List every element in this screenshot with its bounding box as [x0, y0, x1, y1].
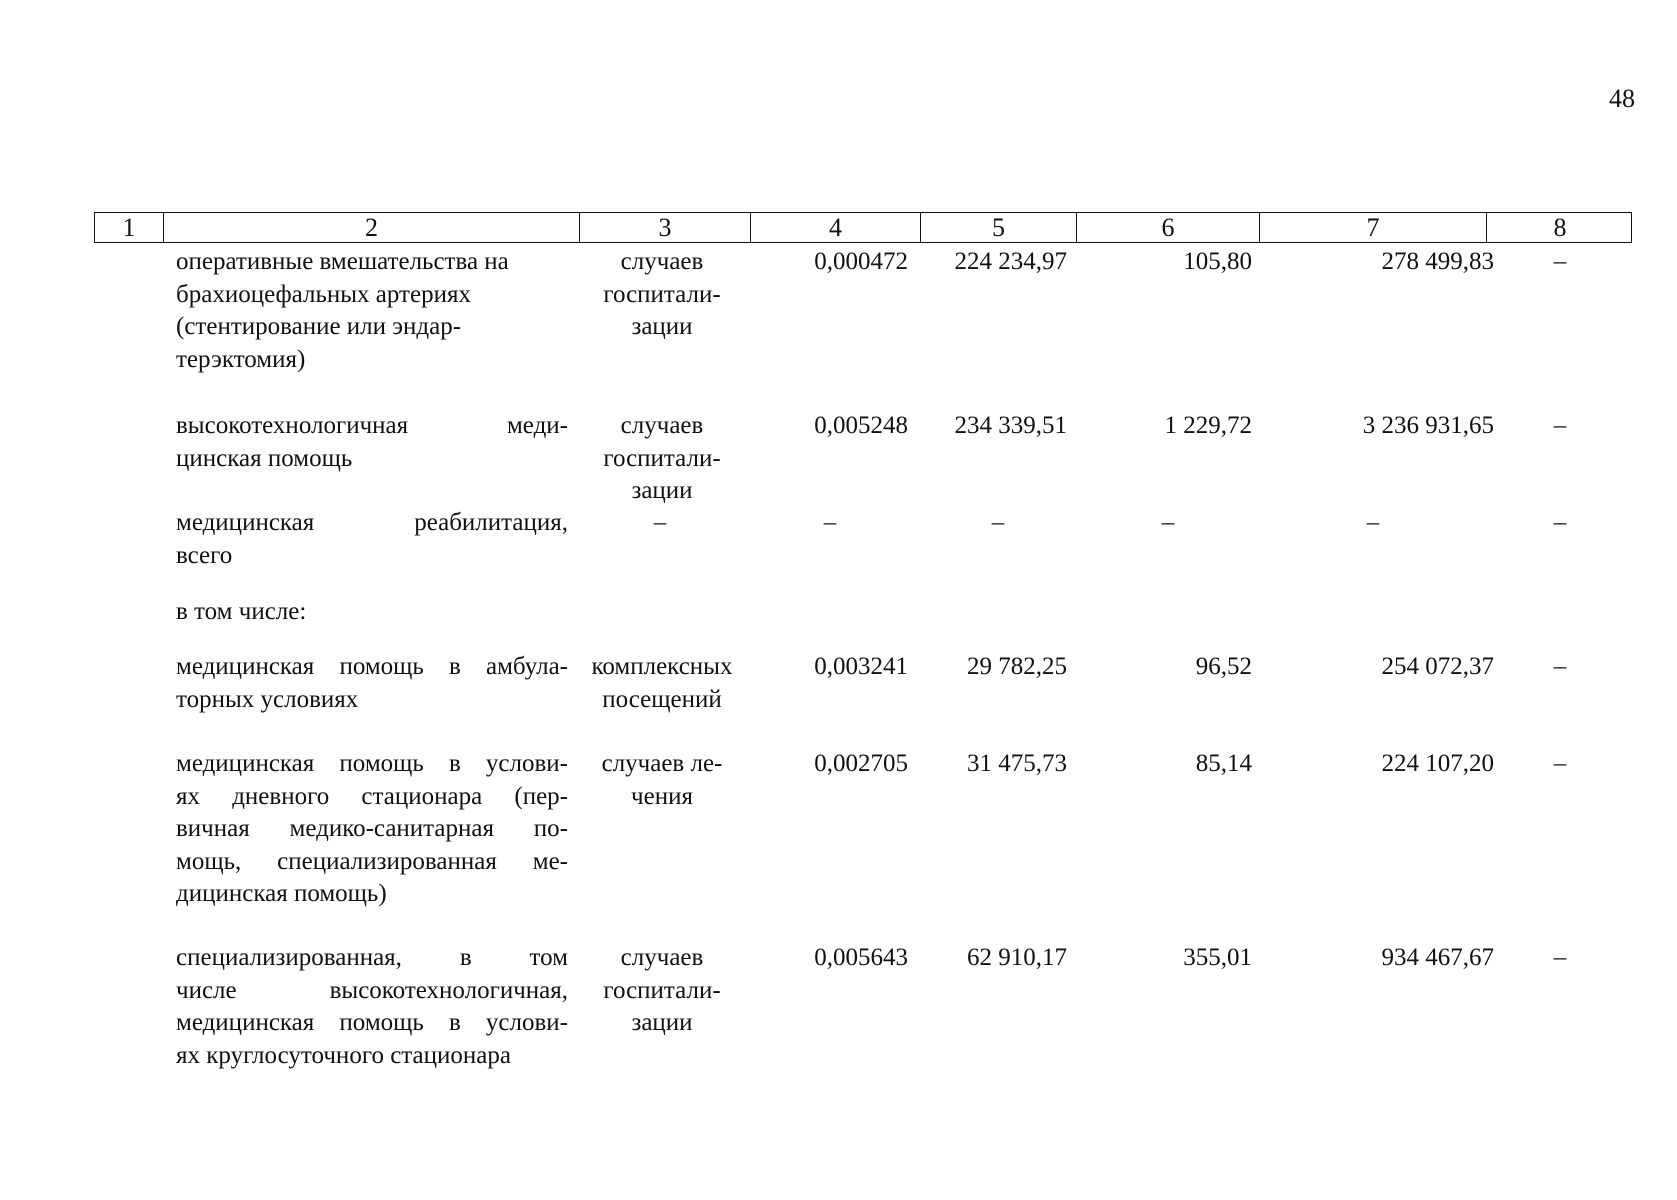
row-7-col-4: 0,005643	[814, 944, 908, 971]
header-col-3: 3	[579, 213, 750, 242]
row-1-col-7: 278 499,83	[1381, 248, 1494, 275]
row-6-unit: случаев ле- чения	[601, 750, 723, 810]
row-5-col-8: –	[1553, 653, 1567, 680]
row-6-description: медицинская помощь в услови- ях дневного стационара (пер- вичная медико-санитарная по- мощь, специализированная ме- дицинская помощь)	[176, 750, 568, 907]
row-3-col-8: –	[1553, 509, 1567, 536]
row-3-unit: –	[653, 509, 667, 536]
row-7-unit: случаев госпитали- зации	[603, 944, 721, 1036]
row-7-col-6: 355,01	[1183, 944, 1252, 971]
row-7-col-5: 62 910,17	[967, 944, 1067, 971]
row-2-description: высокотехнологичная меди- цинская помощь	[176, 412, 568, 472]
row-3-col-4: –	[823, 509, 837, 536]
row-1-description: оперативные вмешательства на брахиоцефальных артериях (стентирование или эндар- терэктомия)	[176, 248, 509, 373]
row-3-col-7: –	[1366, 509, 1380, 536]
header-col-4: 4	[750, 213, 920, 242]
table-header-row	[94, 212, 1632, 243]
row-6-col-6: 85,14	[1195, 750, 1252, 777]
row-1-col-4: 0,000472	[814, 248, 908, 275]
header-col-6: 6	[1076, 213, 1259, 242]
row-2-col-4: 0,005248	[814, 412, 908, 439]
row-3-description: медицинская реабилитация, всего	[176, 509, 568, 569]
row-6-col-8: –	[1553, 750, 1567, 777]
header-col-2: 2	[163, 213, 579, 242]
row-6-col-5: 31 475,73	[967, 750, 1067, 777]
row-1-col-6: 105,80	[1183, 248, 1252, 275]
row-5-col-5: 29 782,25	[967, 653, 1067, 680]
row-3-col-6: –	[1161, 509, 1175, 536]
header-col-5: 5	[920, 213, 1076, 242]
row-5-col-6: 96,52	[1195, 653, 1252, 680]
row-6-col-4: 0,002705	[814, 750, 908, 777]
row-4-description: в том числе:	[176, 598, 307, 625]
row-7-description: специализированная, в том числе высокотехнологичная, медицинская помощь в услови- ях круглосуточного стационара	[176, 944, 568, 1069]
row-7-col-8: –	[1553, 944, 1567, 971]
row-5-col-4: 0,003241	[814, 653, 908, 680]
header-col-7: 7	[1259, 213, 1486, 242]
row-1-unit: случаев госпитали- зации	[603, 248, 721, 340]
row-5-col-7: 254 072,37	[1381, 653, 1494, 680]
page-number: 48	[1609, 84, 1635, 113]
row-3-col-5: –	[991, 509, 1005, 536]
row-1-col-8: –	[1553, 248, 1567, 275]
row-1-col-5: 224 234,97	[954, 248, 1067, 275]
header-col-1: 1	[122, 213, 136, 242]
row-7-col-7: 934 467,67	[1381, 944, 1494, 971]
row-6-col-7: 224 107,20	[1381, 750, 1494, 777]
row-2-col-6: 1 229,72	[1164, 412, 1252, 439]
row-5-unit: комплексных посещений	[591, 653, 733, 713]
row-2-col-5: 234 339,51	[954, 412, 1067, 439]
row-2-col-8: –	[1553, 412, 1567, 439]
row-2-unit: случаев госпитали- зации	[603, 412, 721, 504]
row-5-description: медицинская помощь в амбула- торных условиях	[176, 653, 568, 713]
header-col-8: 8	[1486, 213, 1633, 242]
row-2-col-7: 3 236 931,65	[1362, 412, 1494, 439]
